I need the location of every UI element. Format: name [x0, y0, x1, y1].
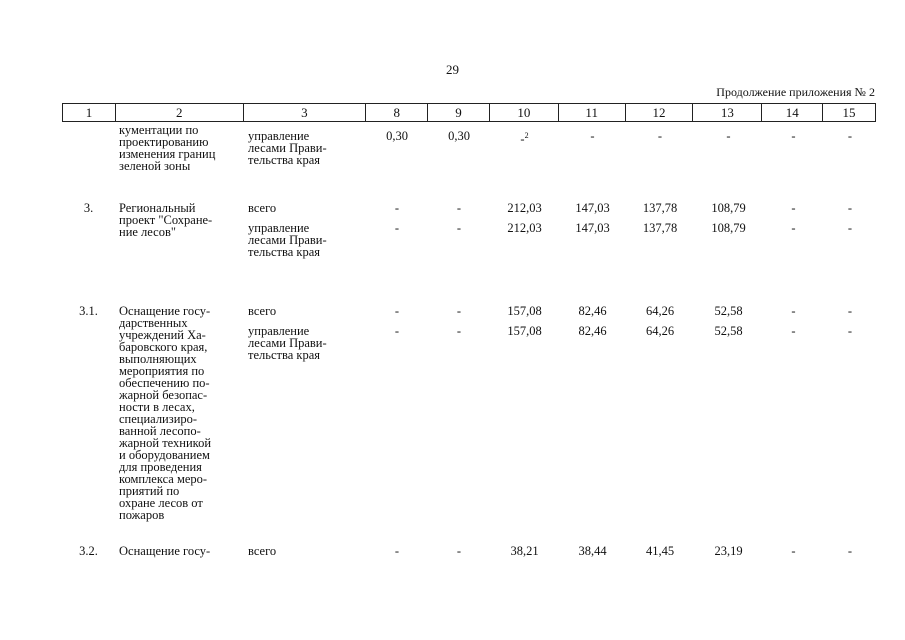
value-col-9: 0,30 — [448, 129, 470, 143]
funding-source: всего — [248, 544, 277, 558]
value-col-9: - — [456, 221, 462, 235]
value-col-8: - — [394, 324, 400, 338]
col-header-14: 14 — [762, 104, 823, 121]
value-col-12: 137,78 — [642, 201, 678, 215]
row-number: 3. — [83, 201, 94, 215]
value-col-11: - — [590, 129, 595, 143]
value-col-11: 82,46 — [578, 324, 607, 338]
value-col-9: - — [456, 201, 462, 215]
funding-source: управление лесами Прави- тельства края — [248, 324, 327, 362]
page-number: 29 — [446, 62, 459, 77]
value-col-13: 108,79 — [711, 221, 746, 235]
value-col-9: - — [456, 304, 462, 318]
footnote-marker: 2 — [524, 131, 529, 140]
row-number: 3.1. — [79, 304, 98, 318]
value-col-15: - — [847, 304, 853, 318]
col-header-11: 11 — [559, 104, 626, 121]
col-header-10: 10 — [490, 104, 559, 121]
value-col-10 — [490, 130, 559, 145]
value-col-12: 137,78 — [642, 221, 678, 235]
value-col-14: - — [791, 324, 796, 338]
row-description: Оснащение госу- — [119, 544, 211, 558]
value-col-15: - — [847, 544, 853, 558]
col-header-1: 1 — [63, 104, 116, 121]
value-col-15: - — [847, 201, 853, 215]
value-col-10: 157,08 — [507, 324, 542, 338]
value-col-10: 38,21 — [510, 544, 539, 558]
value-col-8: 0,30 — [386, 129, 408, 143]
value-col-12: 64,26 — [645, 324, 675, 338]
value-col-14: - — [791, 201, 796, 215]
value-col-15: - — [847, 129, 853, 143]
value-col-13: - — [726, 129, 731, 143]
row-description: Региональный проект "Сохране- ние лесов" — [119, 201, 213, 239]
funding-source: управление лесами Прави- тельства края — [248, 221, 327, 259]
value-col-13: 23,19 — [714, 544, 743, 558]
value-col-15: - — [847, 221, 853, 235]
value-col-14: - — [791, 221, 796, 235]
value-col-12: - — [657, 129, 663, 143]
funding-source: всего — [248, 304, 277, 318]
value-col-10: 212,03 — [507, 221, 542, 235]
funding-source: всего — [248, 201, 277, 215]
value-col-15: - — [847, 324, 853, 338]
value-col-13: 52,58 — [714, 304, 743, 318]
value-col-12: 64,26 — [645, 304, 675, 318]
table-header — [62, 103, 876, 122]
funding-source: управление лесами Прави- тельства края — [248, 129, 327, 167]
row-number: 3.2. — [79, 544, 98, 558]
value-col-8: - — [394, 201, 400, 215]
value-col-11: 147,03 — [575, 221, 610, 235]
col-header-2: 2 — [116, 104, 244, 121]
value-col-10: 212,03 — [507, 201, 542, 215]
value-col-14: - — [791, 544, 796, 558]
col-header-9: 9 — [428, 104, 490, 121]
value-col-9: - — [456, 544, 462, 558]
value-col-11: 147,03 — [575, 201, 610, 215]
row-description: кументации по проектированию изменения границ зеленой зоны — [119, 123, 216, 173]
value-col-14: - — [791, 304, 796, 318]
value-col-12: 41,45 — [645, 544, 675, 558]
col-header-15: 15 — [842, 105, 856, 120]
row-description: Оснащение госу- дарственных учреждений Ха- баровского края, выполняющих мероприятия по обеспечению по- жарной безопас- ности в лесах, специализиро- ванной лесопо- жарной техникой и оборудованием для проведения комплекса меро- приятий по охране лесов от пожаров — [119, 304, 212, 522]
value-col-10-dash: - — [520, 132, 525, 147]
col-header-8: 8 — [366, 104, 428, 121]
value-col-10: 157,08 — [507, 304, 542, 318]
col-header-3: 3 — [244, 104, 367, 121]
continuation-note: Продолжение приложения № 2 — [716, 85, 875, 99]
value-col-13: 108,79 — [711, 201, 746, 215]
value-col-13: 52,58 — [714, 324, 743, 338]
value-col-9: - — [456, 324, 462, 338]
col-header-13: 13 — [693, 104, 762, 121]
value-col-8: - — [394, 544, 400, 558]
value-col-8: - — [394, 221, 400, 235]
col-header-12: 12 — [626, 104, 694, 121]
value-col-14: - — [791, 129, 796, 143]
value-col-8: - — [394, 304, 400, 318]
value-col-11: 82,46 — [578, 304, 607, 318]
value-col-11: 38,44 — [578, 544, 607, 558]
